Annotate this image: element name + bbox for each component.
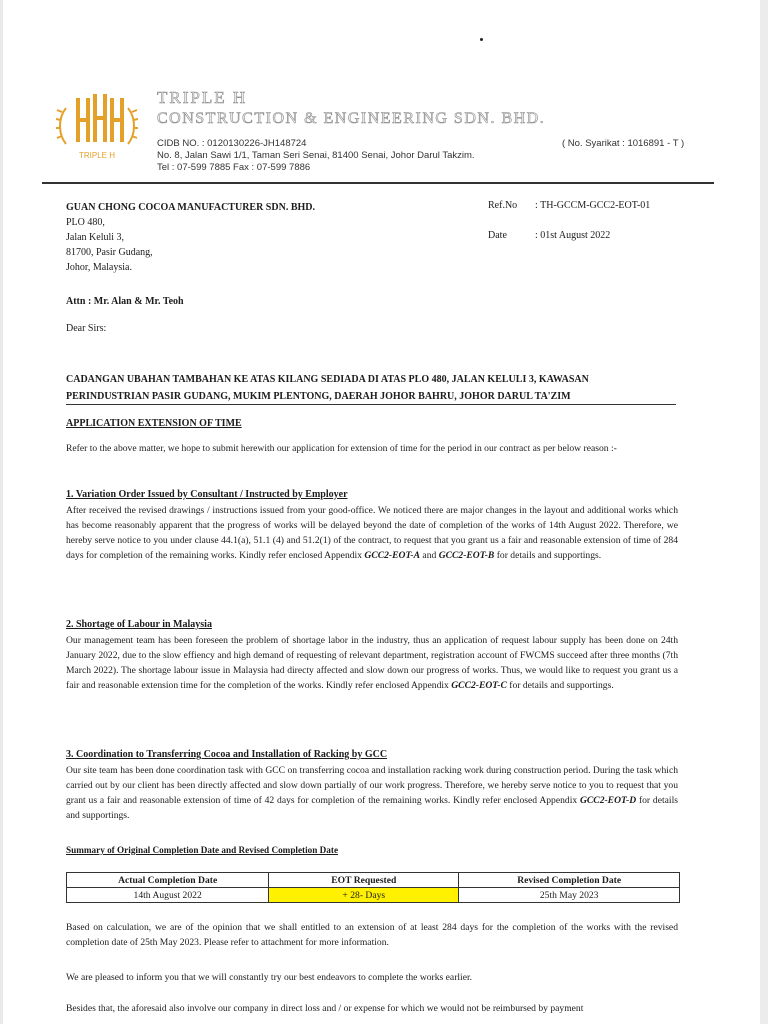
ref-label: Ref.No [488, 200, 518, 211]
section2-paragraph [66, 633, 678, 693]
recipient-address [66, 200, 315, 275]
closing-paragraph: Based on calculation, we are of the opinion that we shall entitled to an extension of at least 284 days for the completion of the works with the revised completion date of 25th May 2023. Please refer to attachment for more information. [66, 922, 678, 948]
recipient-line: Johor, Malaysia. [66, 262, 132, 273]
section2-body: Our management team has been foreseen the problem of shortage labor in the industry, thus an application of request labour supply has been done on 24th January 2022, due to the slow effiency and high demand of requesting of relevant department, registration account of FWCMS succeed after three months (7th March 2022). The shortage labour issue in Malaysia had directy affected and slow down our progress of works. Thus, we would like to request you grant us a fair and reasonable extension time for the completion of the works. Kindly refer enclosed Appendix [66, 635, 678, 691]
appendix-ref: GCC2-EOT-A [364, 550, 421, 561]
table-header-row [67, 873, 680, 888]
attention-line: Attn : Mr. Alan & Mr. Teoh [66, 296, 184, 307]
company-contact: Tel : 07-599 7885 Fax : 07-599 7886 [157, 162, 311, 173]
closing-paragraph: Besides that, the aforesaid also involve our company in direct loss and / or expense for which we would not be reimbursed by payment [66, 1003, 584, 1014]
company-address: No. 8, Jalan Sawi 1/1, Taman Seri Senai, 81400 Senai, Johor Darul Takzim. [157, 150, 475, 161]
section2-heading: 2. Shortage of Labour in Malaysia [66, 619, 212, 630]
scan-left-edge [0, 0, 3, 1024]
actual-completion-date: 14th August 2022 [67, 888, 269, 903]
cidb-number: CIDB NO. : 0120130226-JH148724 [157, 138, 307, 149]
date-value: : 01st August 2022 [535, 230, 611, 241]
connector-text: and [420, 550, 439, 561]
recipient-line: Jalan Keluli 3, [66, 232, 125, 243]
section3-body: Our site team has been done coordination task with GCC on transferring cocoa and installation racking work during construction period. During the task which carried out by our client has been directly affected and slow down partially of our work progress. Therefore, we hereby serve notice to you to request that you grant us a fair and reasonable extension of time of 42 days for completion of the remaining works. Kindly refer enclosed Appendix [66, 765, 678, 806]
section2-tail: for details and supportings. [506, 680, 614, 691]
appendix-ref: GCC2-EOT-D [579, 795, 637, 806]
section3-heading: 3. Coordination to Transferring Cocoa and Installation of Racking by GCC [66, 749, 388, 760]
subject [66, 371, 686, 405]
section3-paragraph [66, 763, 678, 823]
section3-tail: for details and supportings. [66, 795, 678, 821]
application-heading: APPLICATION EXTENSION OF TIME [66, 418, 242, 429]
salutation: Dear Sirs: [66, 323, 107, 334]
section1-heading: 1. Variation Order Issued by Consultant / Instructed by Employer [66, 489, 348, 500]
section1-tail: for details and supportings. [494, 550, 602, 561]
subject-underline [66, 404, 676, 405]
recipient-line: PLO 480, [66, 217, 105, 228]
table-header: Actual Completion Date [67, 873, 269, 888]
section1-paragraph [66, 503, 678, 563]
registration-number: ( No. Syarikat : 1016891 - T ) [562, 138, 685, 149]
appendix-ref: GCC2-EOT-B [438, 550, 495, 561]
company-logo [52, 92, 142, 164]
company-name: TRIPLE H [157, 88, 248, 107]
scan-speck [480, 38, 483, 41]
subject-line: PERINDUSTRIAN PASIR GUDANG, MUKIM PLENTONG, DAERAH JOHOR BAHRU, JOHOR DARUL TA'ZIM [66, 391, 571, 402]
table-header: Revised Completion Date [459, 873, 680, 888]
appendix-ref: GCC2-EOT-C [451, 680, 507, 691]
company-subname: CONSTRUCTION & ENGINEERING SDN. BHD. [157, 110, 546, 127]
eot-requested: + 28- Days [269, 888, 459, 903]
summary-table [66, 872, 680, 903]
section1-body: After received the revised drawings / instructions issued from your good-office. We noticed there are major changes in the layout and additional works which has become reasonably apparent that the progress of works will be delayed beyond the date of completion of the works of 14th August 2022. Therefore, we hereby serve notice to you under clause 44.1(a), 51.1 (4) and 51.2(1) of the contract, to request that you grant us a fair and reasonable extension of time of 284 days for completion of the remaining works. Kindly refer enclosed Appendix [66, 505, 678, 561]
intro-paragraph: Refer to the above matter, we hope to submit herewith our application for extension of time for the period in our contract as per below reason :- [66, 443, 617, 454]
scan-right-edge [760, 0, 768, 1024]
ref-value: : TH-GCCM-GCC2-EOT-01 [535, 200, 651, 211]
closing-paragraph: We are pleased to inform you that we will constantly try our best endeavors to complete the works earlier. [66, 972, 473, 983]
subject-line: CADANGAN UBAHAN TAMBAHAN KE ATAS KILANG SEDIADA DI ATAS PLO 480, JALAN KELULI 3, KAWASAN [66, 374, 589, 385]
recipient-company: GUAN CHONG COCOA MANUFACTURER SDN. BHD. [66, 202, 315, 213]
date-label: Date [488, 230, 507, 241]
letterhead-divider [42, 182, 714, 184]
table-header: EOT Requested [269, 873, 459, 888]
revised-completion-date: 25th May 2023 [459, 888, 680, 903]
table-row [67, 888, 680, 903]
summary-heading: Summary of Original Completion Date and Revised Completion Date [66, 845, 339, 855]
recipient-line: 81700, Pasir Gudang, [66, 247, 153, 258]
logo-caption: TRIPLE H [78, 151, 116, 160]
